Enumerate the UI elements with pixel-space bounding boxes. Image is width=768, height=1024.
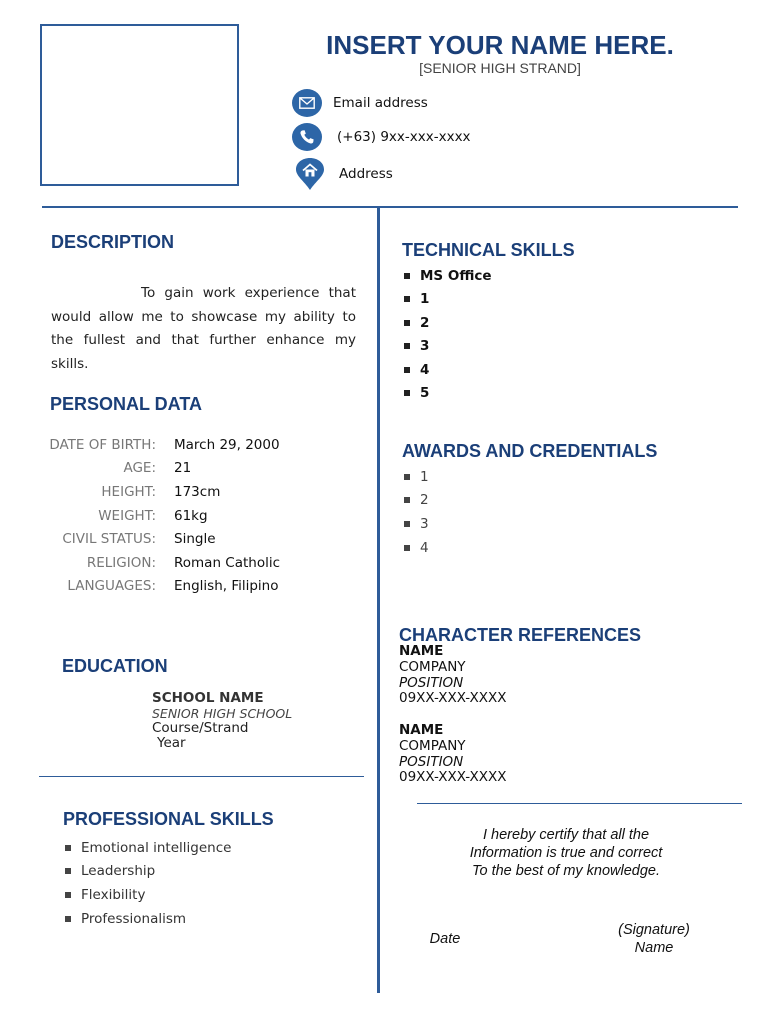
personal-data-row <box>0 527 280 551</box>
personal-data-row <box>0 480 280 504</box>
list-item: Professionalism <box>65 907 231 931</box>
list-item: 1 <box>404 288 492 312</box>
description-text: To gain work experience that would allow me to showcase my ability to the fullest and that further enhance my skills. <box>51 285 356 372</box>
photo-placeholder <box>40 24 239 186</box>
age-label: AGE: <box>123 460 156 477</box>
education-divider <box>39 776 364 777</box>
list-item: Flexibility <box>65 883 231 907</box>
contact-address <box>295 157 393 191</box>
reference-company: COMPANY <box>399 737 466 754</box>
list-item: 3 <box>404 335 492 359</box>
school-year: Year <box>157 735 186 751</box>
list-item: MS Office <box>404 264 492 288</box>
home-pin-icon <box>295 157 325 191</box>
reference-position: POSITION <box>399 674 464 691</box>
contact-phone <box>292 123 471 151</box>
personal-data-row <box>0 575 280 599</box>
column-divider <box>377 208 380 993</box>
awards-heading: AWARDS AND CREDENTIALS <box>402 441 658 461</box>
languages-value: English, Filipino <box>174 578 279 595</box>
certification-statement <box>420 826 712 880</box>
strand-label: [SENIOR HIGH STRAND] <box>419 60 581 76</box>
technical-skills-list <box>404 264 492 405</box>
cert-line-2: Information is true and correct <box>469 845 663 861</box>
envelope-icon <box>292 89 322 117</box>
age-value: 21 <box>174 460 192 477</box>
reference-entry <box>399 723 506 786</box>
email-text: Email address <box>333 95 428 111</box>
civil-status-label: CIVIL STATUS: <box>62 531 156 548</box>
reference-entry <box>399 644 506 707</box>
personal-data-row <box>0 457 280 481</box>
phone-icon <box>292 123 322 151</box>
reference-phone: 09XX-XXX-XXXX <box>399 769 507 786</box>
list-item: 4 <box>404 536 429 560</box>
signature-name: Name <box>634 940 674 956</box>
reference-name: NAME <box>399 722 444 738</box>
reference-name: NAME <box>399 643 444 659</box>
list-item: 2 <box>404 311 492 335</box>
list-item: 1 <box>404 465 429 489</box>
school-name: SCHOOL NAME <box>152 690 264 706</box>
school-level: SENIOR HIGH SCHOOL <box>152 706 293 721</box>
reference-phone: 09XX-XXX-XXXX <box>399 690 507 707</box>
list-item: 2 <box>404 489 429 513</box>
personal-data-row <box>0 504 280 528</box>
dob-value: March 29, 2000 <box>174 436 280 453</box>
name-title: INSERT YOUR NAME HERE. <box>326 30 674 60</box>
height-label: HEIGHT: <box>101 483 156 500</box>
religion-label: RELIGION: <box>86 554 156 571</box>
education-heading: EDUCATION <box>62 656 168 676</box>
signature-block <box>604 921 704 957</box>
reference-position: POSITION <box>399 753 464 770</box>
course-strand: Course/Strand <box>152 720 249 736</box>
religion-value: Roman Catholic <box>174 554 281 571</box>
description-heading: DESCRIPTION <box>51 232 175 252</box>
header-divider <box>42 206 738 208</box>
certification-divider <box>417 803 742 804</box>
references-heading: CHARACTER REFERENCES <box>399 625 642 645</box>
list-item: Leadership <box>65 860 231 884</box>
cert-line-1: I hereby certify that all the <box>482 827 650 843</box>
personal-data-heading: PERSONAL DATA <box>50 394 203 414</box>
professional-skills-heading: PROFESSIONAL SKILLS <box>63 809 274 829</box>
phone-text: (+63) 9xx-xxx-xxxx <box>337 129 471 145</box>
height-value: 173cm <box>174 483 221 500</box>
signature-label: (Signature) <box>618 922 690 938</box>
list-item: 4 <box>404 358 492 382</box>
professional-skills-list <box>65 836 231 930</box>
languages-label: LANGUAGES: <box>67 578 156 595</box>
reference-company: COMPANY <box>399 658 466 675</box>
education-entry <box>152 691 352 751</box>
technical-skills-heading: TECHNICAL SKILLS <box>402 240 575 260</box>
personal-data-table <box>0 433 280 598</box>
contact-email <box>292 89 428 117</box>
awards-list <box>404 465 429 559</box>
weight-label: WEIGHT: <box>98 507 156 524</box>
list-item: 3 <box>404 512 429 536</box>
list-item: 5 <box>404 382 492 406</box>
cert-line-3: To the best of my knowledge. <box>471 863 661 879</box>
weight-value: 61kg <box>174 507 208 524</box>
list-item: Emotional intelligence <box>65 836 231 860</box>
date-label: Date <box>429 931 461 947</box>
personal-data-row <box>0 551 280 575</box>
dob-label: DATE OF BIRTH: <box>49 436 156 453</box>
address-text: Address <box>339 166 393 182</box>
personal-data-row <box>0 433 280 457</box>
civil-status-value: Single <box>174 531 216 548</box>
